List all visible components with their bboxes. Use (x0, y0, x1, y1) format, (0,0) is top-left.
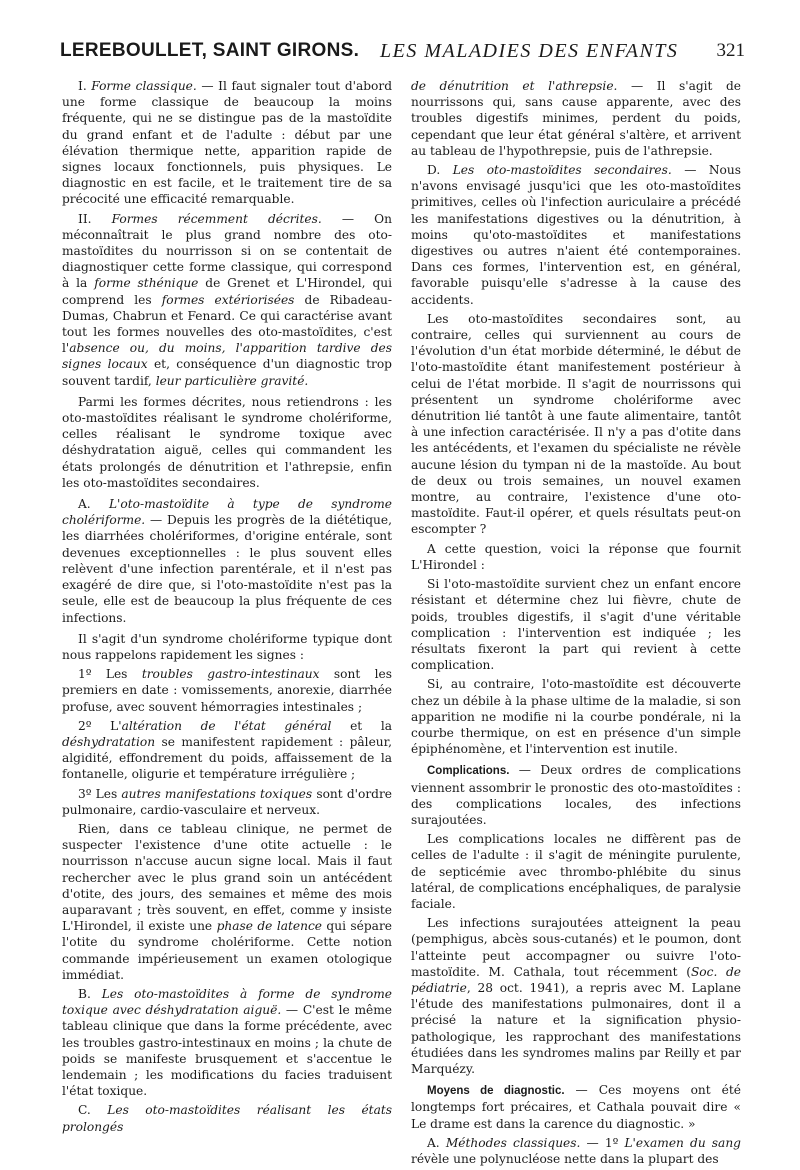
paragraph-forme-classique: I. Forme classique. — Il faut signaler tout d'abord une forme classique de beaucoup la moins fréquente, qui ne se distingue pas de la mastoïdite du grand enfant et de l'adulte : début par une élévation thermique nette, apparition rapide de signes locaux fonctionnels, puis physiques. Le diagnostic en est facile, et le traitement tire de sa précocité une efficacité remarquable. (62, 79, 393, 207)
section-heading-moyens-diagnostic: Moyens de diagnostic. (427, 1085, 565, 1098)
paragraph-formes-recentes: II. Formes récemment décrites. — On méconnaîtrait le plus grand nombre des oto-mastoïdites du nourrisson si on se contentait de diagnostiquer cette forme classique, qui correspond à la forme sthénique de Grenet et L'Hirondel, qui comprend les formes extériorisées de Ribadeau-Dumas, Chabrun et Fenard. Ce qui caractérise avant tout les formes nouvelles des oto-mastoïdites, c'est l'absence ou, du moins, l'apparition tardive des signes locaux et, conséquence d'un diagnostic trop souvent tardif, leur particulière gravité. (62, 211, 392, 388)
page-header (60, 40, 745, 70)
paragraph-denutrition: de dénutrition et l'athrepsie. — Il s'agit de nourrissons qui, sans cause apparente, avec des troubles digestifs minimes, perdent du poids, cependant que leur état général s'altère, et arrivent au tableau de l'hypothrepsie, puis de l'athrepsie. (411, 79, 741, 158)
left-column (62, 78, 392, 1138)
paragraph-methodes-classiques: A. Méthodes classiques. — 1º L'examen du sang révèle une polynucléose nette dans la plupart des (411, 1135, 741, 1166)
paragraph-etats-prolonges: C. Les oto-mastoïdites réalisant les états prolongés (62, 1103, 392, 1134)
paragraph-infections-surajoutees: Les infections surajoutées atteignent la peau (pemphigus, abcès sous-cutanés) et le poumon, dont l'atteinte peut accompagner ou suivre l'oto-mastoïdite. M. Cathala, tout récemment (Soc. de pédiatrie, 28 oct. 1941), a repris avec M. Laplane l'étude des manifestations pulmonaires, dont il a précisé la nature et la signification physio-pathologique, les rapprochant des manifestations étudiées dans les syndromes malins par Reilly et par Marquézy. (411, 916, 741, 1076)
page-number: 321 (716, 40, 745, 61)
list-item-manifestations: 3º Les autres manifestations toxiques sont d'ordre pulmonaire, cardio-vasculaire et nerveux. (62, 786, 392, 817)
paragraph-tableau-clinique: Rien, dans ce tableau clinique, ne permet de suspecter l'existence d'une otite actuelle : le nourrisson n'accuse aucun signe local. Mais il faut rechercher avec le plus grand soin un antécédent d'otite, des jours, des semaines et même des mois auparavant ; très souvent, en effet, comme y insiste L'Hirondel, il existe une phase de latence qui sépare l'otite du syndrome cholériforme. Cette notion commande impérieusement un examen otologique immédiat. (62, 821, 392, 982)
paragraph-secondaires-contraire: Les oto-mastoïdites secondaires sont, au contraire, celles qui surviennent au cours de l'évolution d'un état morbide déterminé, le début de l'oto-mastoïdite étant manifestement postérieur à celui de l'état morbide. Il s'agit de nourrissons qui présentent un syndrome cholériforme avec dénutrition lié tantôt à une faute alimentaire, tantôt à une infection caractérisée. Il n'y a pas d'otite dans les antécédents, et l'examen du spécialiste ne révèle aucune lésion du tympan ni de la mastoïde. Au bout de deux ou trois semaines, un nouvel examen montre, au contraire, l'existence d'une oto-mastoïdite. Faut-il opérer, et quels résultats peut-on escompter ? (411, 311, 741, 537)
paragraph-secondaires: D. Les oto-mastoïdites secondaires. — Nous n'avons envisagé jusqu'ici que les oto-mastoïdites primitives, celles où l'infection auriculaire a précédé les manifestations digestives ou la dénutrition, à moins qu'oto-mastoïdites et manifestations digestives ou autres n'aient été contemporaines. Dans ces formes, l'intervention est, en général, favorable puisqu'elle s'adresse à la cause des accidents. (411, 163, 741, 307)
right-column (411, 78, 741, 1170)
list-item-alteration: 2º L'altération de l'état général et la déshydratation se manifestent rapidement : pâleur, algidité, effondrement du poids, affaissement de la fontanelle, oligurie et température irrégulière ; (62, 718, 393, 782)
paragraph-complications: Complications. — Deux ordres de complications viennent assombrir le pronostic des oto-mastoïdites : des complications locales, des infections surajoutées. (411, 763, 741, 827)
paragraph-moyens-diagnostic: Moyens de diagnostic. — Ces moyens ont été longtemps fort précaires, et Cathala pouvait dire « Le drame est dans la carence du diagnostic. » (411, 1083, 741, 1131)
paragraph-question: A cette question, voici la réponse que fournit L'Hirondel : (411, 541, 741, 572)
header-authors: LEREBOULLET, SAINT GIRONS. (60, 40, 360, 61)
section-heading-complications: Complications. (427, 765, 510, 778)
paragraph-syndrome-toxique: B. Les oto-mastoïdites à forme de syndrome toxique avec déshydratation aiguë. — C'est le même tableau clinique que dans la forme précédente, avec les troubles gastro-intestinaux en moins ; la chute de poids se manifeste brusquement et s'accentue le lendemain ; les modifications du facies traduisent l'état toxique. (62, 986, 392, 1099)
paragraph-reponse-2: Si, au contraire, l'oto-mastoïdite est découverte chez un débile à la phase ultime de la maladie, si son apparition ne modifie ni la courbe pondérale, ni la courbe thermique, on est en présence d'un simple épiphénomène, et l'intervention est inutile. (411, 677, 741, 757)
paragraph-complications-locales: Les complications locales ne diffèrent pas de celles de l'adulte : il s'agit de méningite purulente, de septicémie avec thrombo-phlébite du sinus latéral, de complications encéphaliques, de paralysie faciale. (411, 832, 741, 911)
paragraph-syndrome-choleriforme: A. L'oto-mastoïdite à type de syndrome cholériforme. — Depuis les progrès de la diététique, les diarrhées cholériformes, d'origine entérale, sont devenues exceptionnelles : le plus souvent elles relèvent d'une infection parentérale, et il n'est pas exagéré de dire que, si l'oto-mastoïdite n'est pas la seule, elle est de beaucoup la plus fréquente de ces infections. (62, 497, 392, 625)
paragraph-signes: Il s'agit d'un syndrome cholériforme typique dont nous rappelons rapidement les signes : (62, 631, 392, 662)
header-running-title: LES MALADIES DES ENFANTS (380, 40, 679, 62)
list-item-troubles: 1º Les troubles gastro-intestinaux sont les premiers en date : vomissements, anorexie, diarrhée profuse, avec souvent hémorragies intestinales ; (62, 667, 393, 714)
paragraph-reponse-1: Si l'oto-mastoïdite survient chez un enfant encore résistant et détermine chez lui fièvre, chute de poids, troubles digestifs, il s'agit d'une véritable complication : l'intervention est indiquée ; les résultats fixeront la part qui revient à cette complication. (411, 577, 741, 673)
paragraph-formes-decrites: Parmi les formes décrites, nous retiendrons : les oto-mastoïdites réalisant le syndrome cholériforme, celles réalisant le syndrome toxique avec déshydratation aiguë, celles qui commandent les états prolongés de dénutrition et l'athrepsie, enfin les oto-mastoïdites secondaires. (62, 394, 392, 490)
